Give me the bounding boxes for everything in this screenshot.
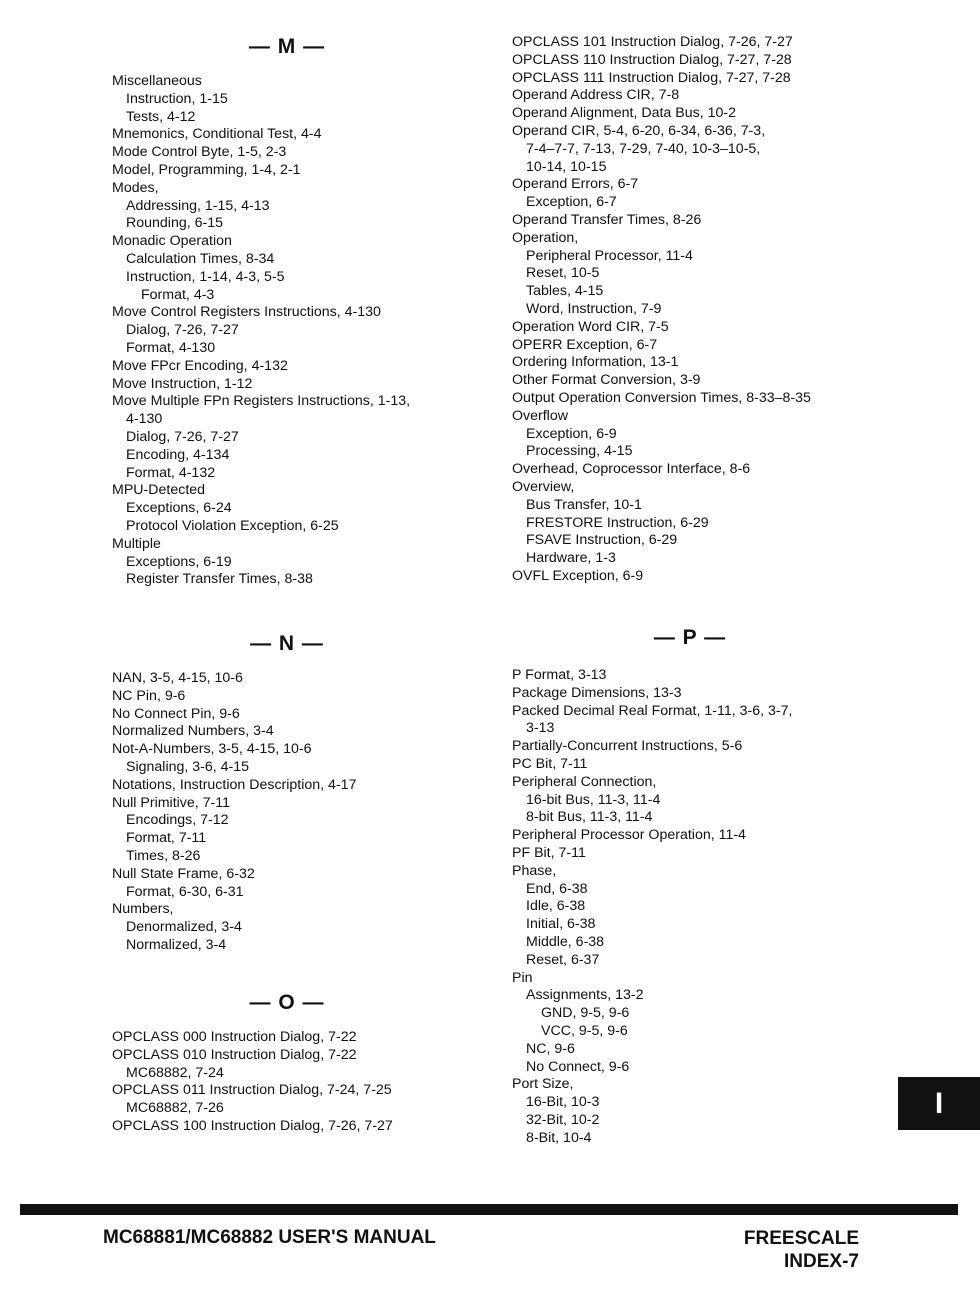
index-entry: Signaling, 3-6, 4-15 (126, 758, 250, 775)
section-heading-n: — N — (250, 632, 324, 655)
index-entry: Model, Programming, 1-4, 2-1 (112, 161, 301, 178)
index-entry: Mode Control Byte, 1-5, 2-3 (112, 144, 287, 161)
index-entry: GND, 9-5, 9-6 (541, 1005, 630, 1022)
index-entry: No Connect Pin, 9-6 (112, 705, 240, 722)
index-entry: PC Bit, 7-11 (512, 755, 588, 772)
index-entry: OPCLASS 100 Instruction Dialog, 7-26, 7-27 (112, 1117, 393, 1134)
section-n-list (112, 670, 356, 955)
index-entry: Operand Address CIR, 7-8 (512, 87, 680, 104)
index-entry: Pin (512, 969, 533, 986)
index-entry: Exception, 6-9 (526, 425, 617, 442)
index-entry: Instruction, 1-14, 4-3, 5-5 (126, 268, 285, 285)
index-entry: Notations, Instruction Description, 4-17 (112, 776, 357, 793)
footer-brand: FREESCALE (743, 1228, 859, 1249)
index-entry: Move FPcr Encoding, 4-132 (112, 357, 288, 374)
index-entry: Operation, (512, 229, 579, 246)
index-entry: OPCLASS 000 Instruction Dialog, 7-22 (112, 1029, 357, 1045)
index-entry: Tables, 4-15 (526, 283, 604, 300)
index-entry: Exception, 6-7 (526, 194, 617, 211)
index-entry: OPCLASS 101 Instruction Dialog, 7-26, 7-27 (512, 34, 793, 50)
index-entry: Overview, (512, 478, 575, 495)
index-entry: 16-bit Bus, 11-3, 11-4 (526, 791, 661, 808)
index-entry: No Connect, 9-6 (526, 1058, 630, 1075)
index-entry: Assignments, 13-2 (526, 987, 644, 1004)
index-entry: 4-130 (126, 411, 163, 428)
index-entry: Peripheral Connection, (512, 773, 657, 790)
index-entry: Encodings, 7-12 (126, 812, 229, 829)
index-entry: Miscellaneous (112, 73, 202, 89)
index-entry: Packed Decimal Real Format, 1-11, 3-6, 3-7, (512, 702, 793, 719)
index-entry: Move Instruction, 1-12 (112, 375, 253, 392)
index-entry: Calculation Times, 8-34 (126, 250, 275, 267)
index-entry: Dialog, 7-26, 7-27 (126, 428, 239, 445)
index-entry: Null Primitive, 7-11 (112, 794, 230, 811)
index-entry: Format, 6-30, 6-31 (126, 883, 244, 900)
index-entry: Ordering Information, 13-1 (512, 354, 679, 371)
index-entry: Null State Frame, 6-32 (112, 865, 255, 882)
index-entry: 8-bit Bus, 11-3, 11-4 (526, 809, 653, 826)
index-entry: Instruction, 1-15 (126, 90, 228, 107)
index-entry: 16-Bit, 10-3 (526, 1094, 600, 1111)
index-entry: Protocol Violation Exception, 6-25 (126, 517, 339, 534)
index-entry: Reset, 10-5 (526, 265, 600, 282)
index-entry: Encoding, 4-134 (126, 446, 230, 463)
index-entry: Output Operation Conversion Times, 8-33–8-35 (512, 389, 811, 406)
index-entry: Format, 4-132 (126, 464, 216, 481)
footer-manual-title: MC68881/MC68882 USER'S MANUAL (103, 1227, 436, 1248)
index-entry: Overflow (512, 407, 568, 424)
index-entry: Mnemonics, Conditional Test, 4-4 (112, 126, 322, 143)
index-entry: NC, 9-6 (526, 1040, 575, 1057)
index-entry: Peripheral Processor Operation, 11-4 (512, 827, 746, 844)
index-entry: Operand Transfer Times, 8-26 (512, 211, 702, 228)
index-entry: OVFL Exception, 6-9 (512, 567, 644, 584)
index-entry: OPCLASS 110 Instruction Dialog, 7-27, 7-28 (512, 51, 792, 68)
index-entry: NC Pin, 9-6 (112, 687, 186, 704)
index-entry: Overhead, Coprocessor Interface, 8-6 (512, 461, 751, 478)
index-entry: Format, 4-130 (126, 339, 216, 356)
index-entry: 32-Bit, 10-2 (526, 1111, 600, 1128)
index-entry: Not-A-Numbers, 3-5, 4-15, 10-6 (112, 741, 312, 758)
index-entry: 8-Bit, 10-4 (526, 1129, 592, 1146)
index-entry: Addressing, 1-15, 4-13 (126, 197, 270, 214)
index-entry: Initial, 6-38 (526, 916, 596, 933)
index-entry: Format, 4-3 (141, 286, 215, 303)
index-entry: Normalized, 3-4 (126, 936, 227, 953)
section-o-list-left (112, 1029, 393, 1136)
index-entry: Processing, 4-15 (526, 443, 633, 460)
index-entry: NAN, 3-5, 4-15, 10-6 (112, 670, 243, 686)
index-entry: Reset, 6-37 (526, 951, 600, 968)
index-entry: MC68882, 7-24 (126, 1064, 224, 1081)
index-entry: Numbers, (112, 901, 174, 918)
index-entry: 10-14, 10-15 (526, 158, 607, 175)
index-entry: Monadic Operation (112, 233, 232, 250)
index-entry: Partially-Concurrent Instructions, 5-6 (512, 738, 743, 755)
index-entry: OPCLASS 111 Instruction Dialog, 7-27, 7-28 (512, 69, 791, 86)
index-entry: OPCLASS 010 Instruction Dialog, 7-22 (112, 1046, 357, 1063)
index-entry: FRESTORE Instruction, 6-29 (526, 514, 709, 531)
index-entry: 7-4–7-7, 7-13, 7-29, 7-40, 10-3–10-5, (526, 140, 761, 157)
index-entry: VCC, 9-5, 9-6 (541, 1022, 628, 1039)
index-entry: P Format, 3-13 (512, 667, 607, 683)
index-entry: Idle, 6-38 (526, 898, 586, 915)
index-entry: Tests, 4-12 (126, 108, 196, 125)
index-entry: Hardware, 1-3 (526, 550, 616, 567)
index-entry: Normalized Numbers, 3-4 (112, 723, 274, 740)
index-entry: Format, 7-11 (126, 830, 207, 847)
index-entry: FSAVE Instruction, 6-29 (526, 532, 678, 549)
index-entry: OPERR Exception, 6-7 (512, 336, 658, 353)
index-entry: Move Control Registers Instructions, 4-130 (112, 304, 381, 321)
index-entry: Exceptions, 6-19 (126, 553, 232, 570)
index-entry: Operand Errors, 6-7 (512, 176, 639, 193)
index-entry: MPU-Detected (112, 482, 206, 499)
index-entry: MC68882, 7-26 (126, 1100, 224, 1117)
index-entry: OPCLASS 011 Instruction Dialog, 7-24, 7-25 (112, 1082, 392, 1099)
section-heading-p: — P — (653, 626, 727, 649)
index-entry: 3-13 (526, 720, 555, 737)
index-entry: Times, 8-26 (126, 847, 201, 864)
footer-rule (20, 1204, 958, 1215)
index-entry: End, 6-38 (526, 880, 588, 897)
index-entry: Rounding, 6-15 (126, 215, 224, 232)
section-o-list-right (512, 34, 811, 586)
index-entry: Modes, (112, 179, 159, 196)
footer-right-block (744, 1227, 859, 1273)
index-entry: Other Format Conversion, 3-9 (512, 372, 701, 389)
section-heading-o: — O — (249, 991, 325, 1014)
index-entry: Package Dimensions, 13-3 (512, 684, 682, 701)
index-entry: Exceptions, 6-24 (126, 500, 232, 517)
index-entry: Middle, 6-38 (526, 933, 605, 950)
index-entry: Multiple (112, 535, 161, 552)
index-entry: Register Transfer Times, 8-38 (126, 571, 313, 588)
index-entry: Operand CIR, 5-4, 6-20, 6-34, 6-36, 7-3, (512, 122, 766, 139)
index-entry: Phase, (512, 862, 557, 879)
index-entry: Move Multiple FPn Registers Instructions, 1-13, (112, 393, 411, 410)
index-entry: Word, Instruction, 7-9 (526, 300, 662, 317)
index-entry: Operand Alignment, Data Bus, 10-2 (512, 105, 736, 122)
footer-page-number: INDEX-7 (784, 1251, 859, 1272)
index-entry: Denormalized, 3-4 (126, 919, 242, 936)
section-p-list (512, 667, 792, 1148)
index-entry: Port Size, (512, 1076, 574, 1093)
index-entry: Peripheral Processor, 11-4 (526, 247, 693, 264)
index-entry: Operation Word CIR, 7-5 (512, 318, 669, 335)
index-tab: I (898, 1077, 980, 1130)
index-entry: Bus Transfer, 10-1 (526, 496, 642, 513)
section-m-list (112, 73, 410, 589)
index-entry: Dialog, 7-26, 7-27 (126, 322, 239, 339)
index-entry: PF Bit, 7-11 (512, 844, 586, 861)
section-heading-m: — M — (248, 35, 326, 58)
